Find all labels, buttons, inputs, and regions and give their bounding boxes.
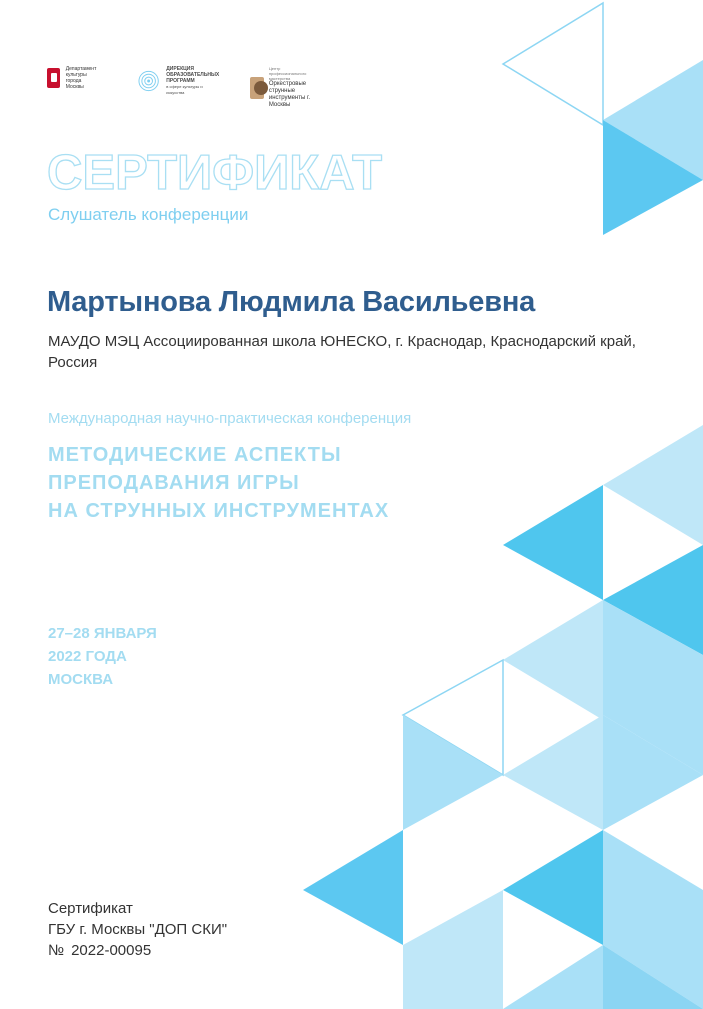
moscow-culture-department-logo: Департамент культуры города Москвы [47, 66, 98, 90]
certificate-subtitle: Слушатель конференции [48, 205, 249, 224]
triangle-r10 [503, 830, 603, 945]
concentric-circles-icon [138, 70, 159, 92]
orchestral-instruments-logo: Центр профессионального мастерства Оркестровые струнные инструменты г. Москвы [250, 66, 314, 109]
triangle-r13 [503, 945, 603, 1009]
triangle-r7 [503, 715, 603, 830]
directorate-logo: ДИРЕКЦИЯ ОБРАЗОВАТЕЛЬНЫХ ПРОГРАММ в сфере культуры и искусства [138, 66, 220, 96]
conference-title: МЕТОДИЧЕСКИЕ АСПЕКТЫ ПРЕПОДАВАНИЯ ИГРЫ НА СТРУННЫХ ИНСТРУМЕНТАХ [48, 444, 390, 522]
triangle-r1 [603, 425, 703, 545]
participant-organization: МАУДО МЭЦ Ассоциированная школа ЮНЕСКО, г. Краснодар, Краснодарский край, Россия [48, 333, 636, 371]
conference-kind: Международная научно-практическая конференция [48, 410, 412, 427]
participant-name: Мартынова Людмила Васильевна [47, 286, 536, 318]
triangle-r6 [403, 715, 503, 830]
moscow-emblem-icon [47, 68, 60, 88]
triangle-r2 [503, 485, 603, 600]
triangle-r4 [503, 600, 603, 720]
certificate-title: СЕРТИФИКАТ [47, 146, 383, 200]
conference-dates: 27–28 ЯНВАРЯ 2022 ГОДА МОСКВА [48, 625, 157, 688]
triangle-outline-top [503, 3, 603, 125]
certificate-info: Сертификат ГБУ г. Москвы "ДОП СКИ" № 2022-00095 [48, 900, 228, 959]
certificate-number: № 2022-00095 [48, 942, 152, 959]
violin-icon [250, 77, 264, 99]
triangle-r12 [403, 890, 503, 1009]
triangle-r9 [303, 830, 403, 945]
